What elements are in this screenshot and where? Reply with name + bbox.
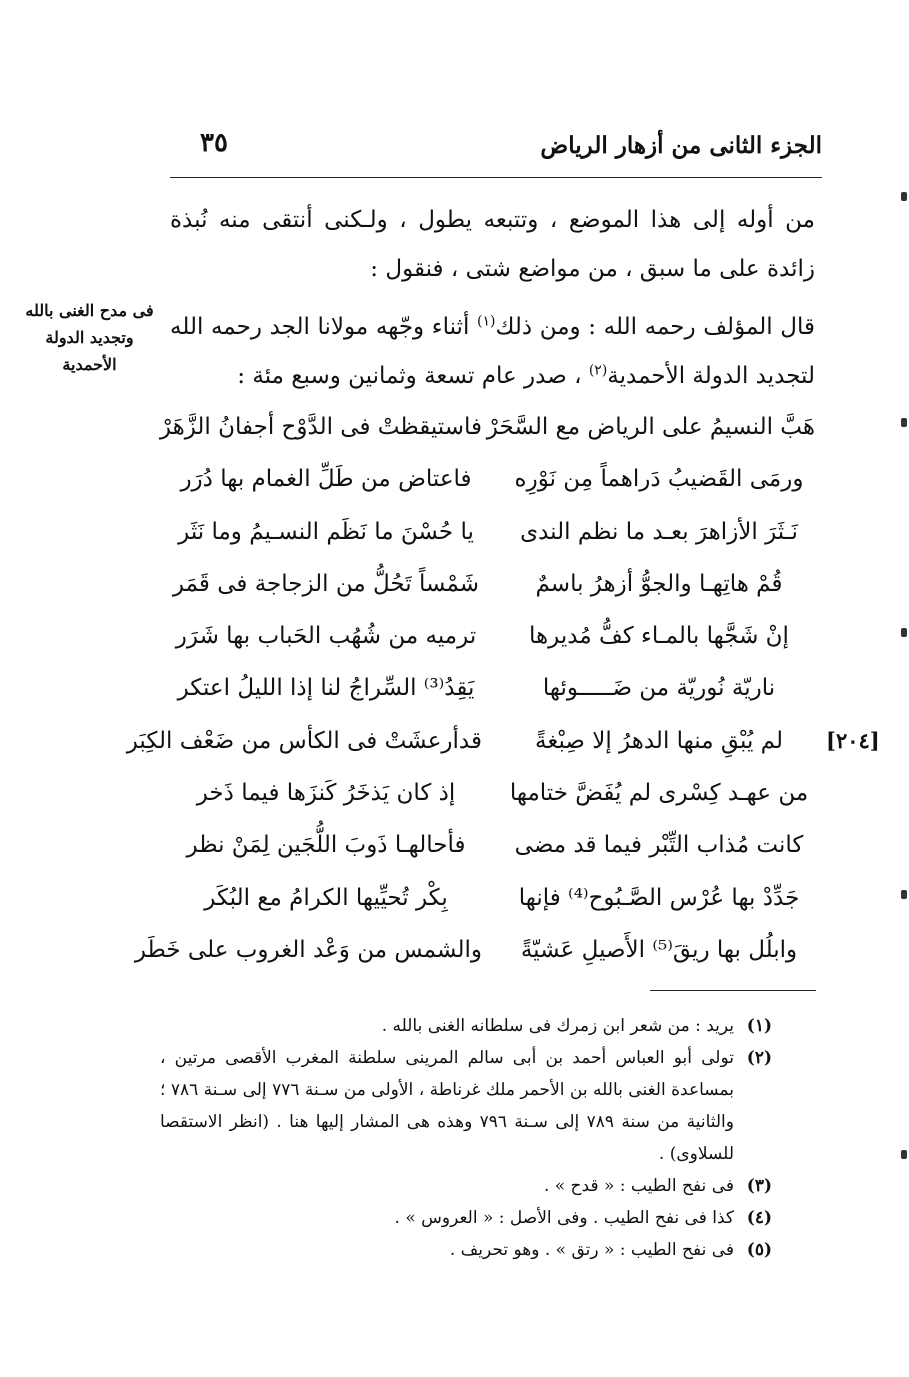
footnote-ref-1: (١) bbox=[476, 313, 496, 330]
verse-first-hemistich: هَبَّ النسيمُ على الرياض مع السَّحَرْ bbox=[486, 414, 815, 440]
verse-second-hemistich: ترميه من شُهُب الحَباب بها شَرَر bbox=[175, 623, 477, 650]
verse-second-hemistich: قدأرعشَتْ فى الكأس من ضَعْف الكِبَر bbox=[126, 727, 482, 754]
paragraph-text: من أوله إلى هذا الموضع ، وتتبعه يطول ، ولـكنى أنتقى منه نُبذة زائدة على ما سبق ، من مواضع شتى ، فنقول : bbox=[170, 207, 815, 282]
verse-line bbox=[126, 722, 815, 774]
scan-speck bbox=[901, 418, 907, 427]
verse-second-hemistich: إذ كان يَذخَرُ كَنزَها فيما ذَخر bbox=[196, 780, 456, 807]
verse-second-hemistich: فاعتاض من طَلِّ الغمام بها دُرَر bbox=[180, 466, 472, 493]
footnote bbox=[160, 1202, 772, 1234]
footnote-number: (٣) bbox=[746, 1176, 772, 1196]
verse-first-hemistich: قُمْ هاتِهـا والجوُّ أزهرُ باسمٌ bbox=[535, 570, 783, 597]
page-header bbox=[170, 128, 822, 172]
page-number: ٣٥ bbox=[200, 128, 228, 158]
footnote bbox=[160, 1170, 772, 1202]
scan-speck bbox=[901, 1150, 907, 1159]
verse-line bbox=[170, 879, 815, 931]
verse-second-hemistich: يَقِدُ⁽³⁾ السِّراجُ لنا إذا الليلُ اعتكر bbox=[177, 675, 475, 702]
footnote-rule bbox=[650, 990, 816, 991]
paragraph-segment: قال المؤلف رحمه الله : ومن ذلك bbox=[495, 314, 815, 340]
footnote-text: فى نفح الطيب : « قدح » . bbox=[543, 1176, 734, 1196]
footnote-number: (٥) bbox=[746, 1240, 772, 1260]
footnote-ref-2: (٢) bbox=[588, 362, 608, 379]
verse-line bbox=[170, 774, 815, 826]
verse-second-hemistich: والشمس من وَعْد الغروب على خَطَر bbox=[134, 936, 482, 963]
verse-first-hemistich: كانت مُذاب التِّبْر فيما قد مضى bbox=[514, 832, 804, 859]
verse-line bbox=[134, 931, 815, 983]
verse-line bbox=[159, 408, 815, 460]
verse-first-hemistich: ناريّة نُوريّة من ضَـــــوئها bbox=[542, 675, 776, 702]
footnote bbox=[160, 1042, 772, 1170]
prose-paragraph-1 bbox=[170, 196, 815, 294]
header-rule bbox=[170, 177, 822, 178]
footnote-text: يريد : من شعر ابن زمرك فى سلطانه الغنى بالله . bbox=[381, 1016, 734, 1036]
poem bbox=[126, 408, 815, 983]
margin-side-note: فى مدح الغنى بالله وتجديد الدولة الأحمدية bbox=[25, 301, 154, 374]
verse-first-hemistich: من عهـد كِسْرى لم يُفَضَّ ختامها bbox=[509, 780, 809, 807]
footnote bbox=[160, 1010, 772, 1042]
verse-second-hemistich: فأحالهـا ذَوبَ اللُّجَين لِمَنْ نظر bbox=[186, 832, 466, 859]
verse-line bbox=[170, 617, 815, 669]
scan-speck bbox=[901, 192, 907, 201]
margin-page-mark: [٢٠٤] bbox=[826, 728, 880, 753]
footnote bbox=[160, 1234, 772, 1266]
verse-first-hemistich: جَدِّدْ بها عُرْس الصَّـبُوح⁽⁴⁾ فإنها bbox=[518, 884, 800, 911]
verse-second-hemistich: بِكْر تُحيِّيها الكرامُ مع البُكَر bbox=[204, 884, 448, 911]
verse-line bbox=[170, 565, 815, 617]
verse-first-hemistich: وابلُل بها ريقَ⁽⁵⁾ الأَصيلِ عَشيّةً bbox=[520, 936, 798, 963]
verse-second-hemistich: فاستيقظتْ فى الدَّوْح أجفانُ الزَّهَرْ bbox=[159, 414, 482, 440]
verse-first-hemistich: لم يُبْقِ منها الدهرُ إلا صِبْغةً bbox=[535, 727, 783, 754]
verse-line bbox=[170, 513, 815, 565]
verse-line bbox=[170, 669, 815, 721]
verse-first-hemistich: إنْ شَجَّها بالمـاء كفُّ مُديرها bbox=[529, 623, 789, 650]
paragraph-segment: ، صدر عام تسعة وثمانين وسبع مئة : bbox=[237, 363, 589, 389]
footnote-text: فى نفح الطيب : « رتق » . وهو تحريف . bbox=[449, 1240, 734, 1260]
verse-first-hemistich: ورمَى القَضيبُ دَراهماً مِن نَوْرِه bbox=[514, 466, 804, 493]
footnote-number: (٢) bbox=[746, 1048, 772, 1068]
scan-speck bbox=[901, 890, 907, 899]
paragraph-segment: أثناء وجّهه مولانا الجد رحمه الله لتجديد الدولة الأحمدية bbox=[170, 314, 815, 389]
prose-paragraph-2 bbox=[170, 303, 815, 401]
footnote-text: كذا فى نفح الطيب . وفى الأصل : « العروس » . bbox=[394, 1208, 734, 1228]
verse-line bbox=[170, 826, 815, 878]
paragraph-text bbox=[170, 303, 815, 401]
verse-second-hemistich: يا حُسْنَ ما نَظَم النسـيمُ وما نَثَر bbox=[178, 518, 474, 545]
footnote-text: تولى أبو العباس أحمد بن أبى سالم المرينى سلطنة المغرب الأقصى مرتين ، بمساعدة الغنى بالله بن الأحمر ملك غرناطة ، الأولى من سـنة ٧٧٦ إلى سـنة ٧٨٦ ؛ والثانية من سنة ٧٨٩ إلى سـنة ٧٩٦ وهذه هى المشار إليها هنا . (انظر الاستقصا للسلاوى) . bbox=[160, 1048, 734, 1164]
footnote-number: (٤) bbox=[746, 1208, 772, 1228]
verse-second-hemistich: شَمْساً تَحُلُّ من الزجاجة فى قَمَر bbox=[172, 570, 480, 597]
verse-first-hemistich: نَـثَرَ الأزاهرَ بعـد ما نظم الندى bbox=[520, 518, 798, 545]
scan-speck bbox=[901, 628, 907, 637]
running-title: الجزء الثانى من أزهار الرياض bbox=[540, 132, 822, 159]
verse-line bbox=[170, 460, 815, 512]
footnotes bbox=[160, 1010, 772, 1266]
footnote-number: (١) bbox=[746, 1016, 772, 1036]
